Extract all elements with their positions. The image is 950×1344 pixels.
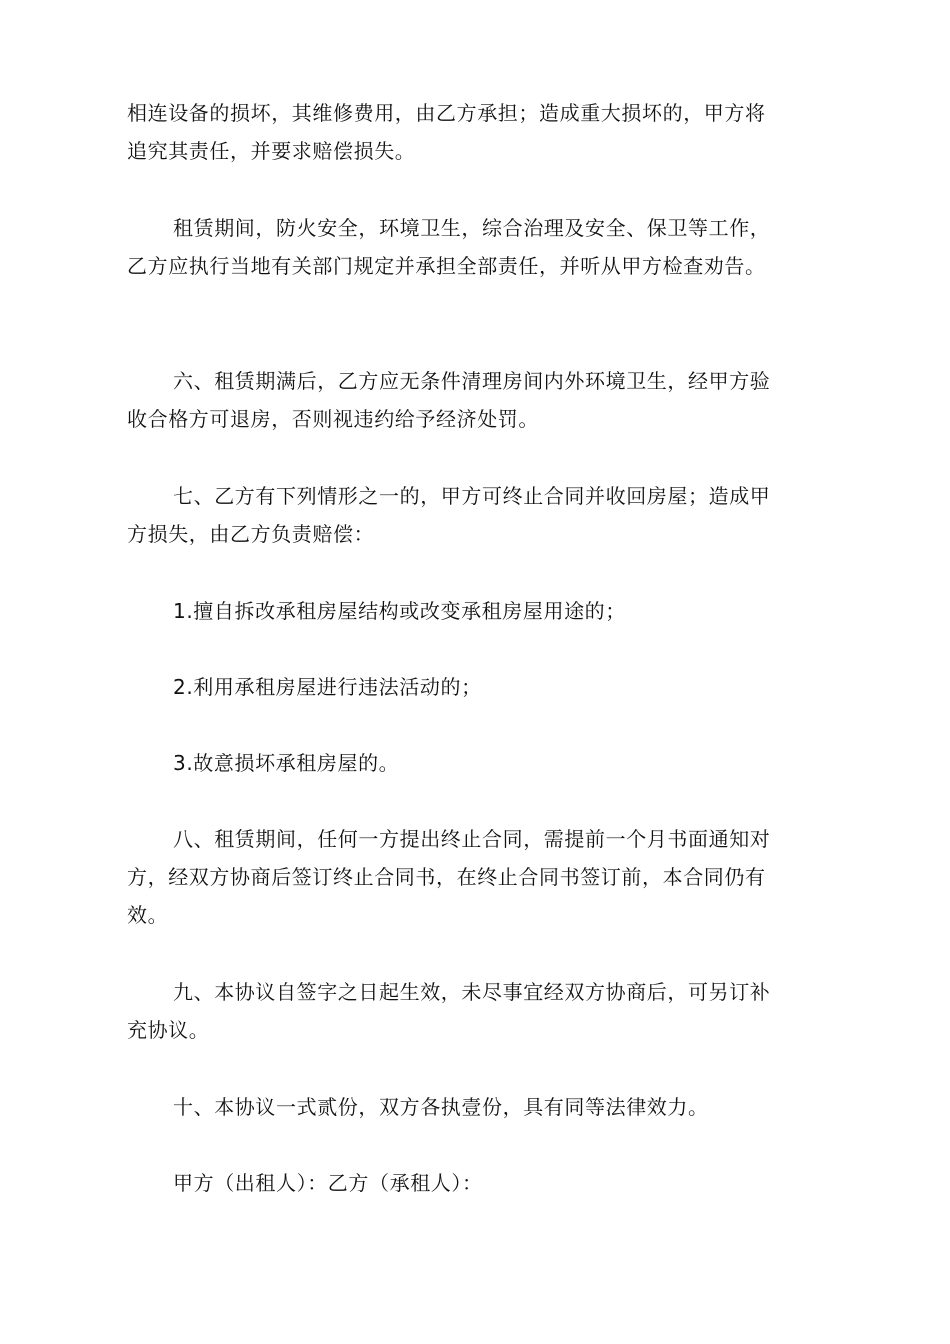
text-line: 九、本协议自签字之日起生效，未尽事宜经双方协商后，可另订补 [173, 980, 771, 1004]
clause-six [127, 362, 827, 438]
text-line: 充协议。 [127, 1018, 210, 1042]
clause-eight [127, 820, 827, 934]
paragraph-safety-duties [127, 209, 827, 285]
text-line: 甲方（出租人）：乙方（承租人）： [173, 1171, 483, 1195]
signature-line [127, 1164, 827, 1202]
clause-seven-item-3 [127, 744, 827, 782]
clause-seven-item-1 [127, 592, 827, 630]
text-line: 十、本协议一式贰份，双方各执壹份，具有同等法律效力。 [173, 1095, 709, 1119]
text-line: 六、租赁期满后，乙方应无条件清理房间内外环境卫生，经甲方验 [173, 369, 771, 393]
clause-ten [127, 1088, 827, 1126]
text-line: 3.故意损坏承租房屋的。 [173, 751, 400, 775]
clause-seven-item-2 [127, 668, 827, 706]
paragraph-damage-liability [127, 94, 827, 170]
clause-seven [127, 477, 827, 553]
text-line: 效。 [127, 903, 169, 927]
text-line: 八、租赁期间，任何一方提出终止合同，需提前一个月书面通知对 [173, 827, 771, 851]
text-line: 乙方应执行当地有关部门规定并承担全部责任，并听从甲方检查劝告。 [127, 254, 766, 278]
text-line: 租赁期间，防火安全，环境卫生，综合治理及安全、保卫等工作， [173, 216, 771, 240]
text-line: 七、乙方有下列情形之一的，甲方可终止合同并收回房屋；造成甲 [173, 484, 771, 508]
text-line: 追究其责任，并要求赔偿损失。 [127, 139, 416, 163]
text-line: 1.擅自拆改承租房屋结构或改变承租房屋用途的； [173, 599, 626, 623]
clause-nine [127, 973, 827, 1049]
text-line: 收合格方可退房，否则视违约给予经济处罚。 [127, 407, 539, 431]
text-line: 2.利用承租房屋进行违法活动的； [173, 675, 482, 699]
text-line: 方损失，由乙方负责赔偿： [127, 522, 375, 546]
text-line: 方，经双方协商后签订终止合同书，在终止合同书签订前，本合同仍有 [127, 865, 766, 889]
text-line: 相连设备的损坏，其维修费用，由乙方承担；造成重大损坏的，甲方将 [127, 101, 766, 125]
